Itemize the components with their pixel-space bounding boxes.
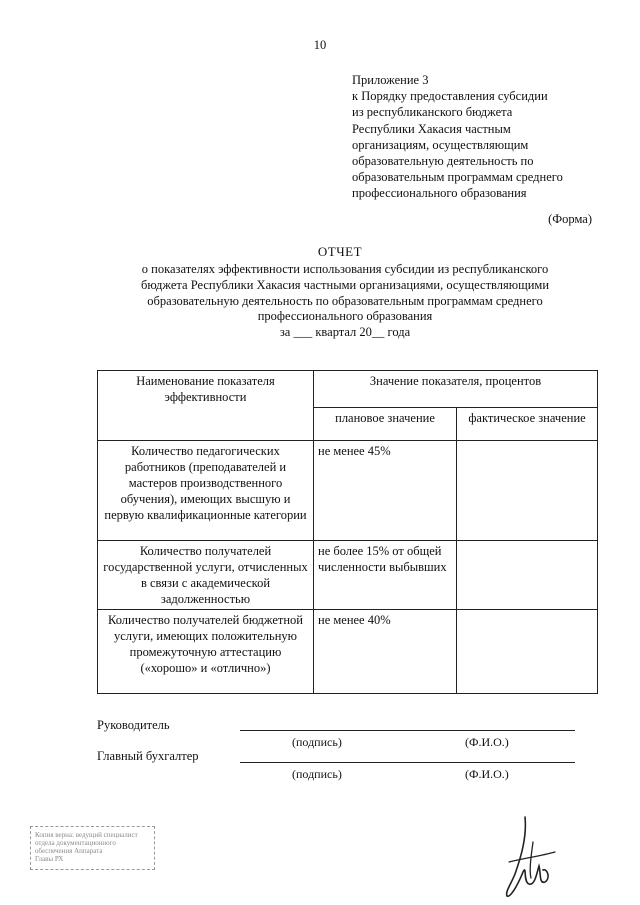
header-planned-value: плановое значение <box>314 408 457 441</box>
stamp-line: Копия верна: ведущий специалист <box>35 831 138 839</box>
indicator-name-cell: Количество педагогических работников (преподавателей и мастеров производственного обучения), имеющих высшую и первую квалификационные категории <box>98 441 314 541</box>
copy-stamp <box>30 826 155 870</box>
form-label: (Форма) <box>548 212 592 226</box>
appendix-line: организациям, осуществляющим <box>352 137 529 152</box>
head-signature-caption: (подпись) <box>292 735 342 749</box>
actual-value-cell <box>457 441 598 541</box>
accountant-label: Главный бухгалтер <box>97 749 199 763</box>
indicator-name-cell: Количество получателей бюджетной услуги, имеющих положительную промежуточную аттестацию («хорошо» и «отлично») <box>98 610 314 694</box>
actual-value-cell <box>457 610 598 694</box>
appendix-line: Приложение 3 <box>352 73 429 87</box>
head-signature-line <box>240 730 575 731</box>
report-period-line: за ___ квартал 20__ года <box>279 325 411 340</box>
planned-value-cell: не более 15% от общей численности выбывших <box>314 541 457 610</box>
actual-value-cell <box>457 541 598 610</box>
accountant-name-caption: (Ф.И.О.) <box>465 767 509 781</box>
report-subtitle-line: образовательную деятельность по образовательным программам среднего <box>147 293 543 308</box>
report-subtitle-line: бюджета Республики Хакасия частными организациями, осуществляющими <box>140 277 550 292</box>
report-subtitle-line: о показателях эффективности использования субсидии из республиканского <box>141 262 549 276</box>
report-title: ОТЧЕТ <box>317 244 363 259</box>
appendix-line: к Порядку предоставления субсидии <box>352 89 548 104</box>
report-subtitle-line: профессионального образования <box>257 309 433 324</box>
table-row <box>98 541 598 610</box>
indicator-name-cell: Количество получателей государственной услуги, отчисленных в связи с академической задолженностью <box>98 541 314 610</box>
header-indicator-value: Значение показателя, процентов <box>314 371 598 408</box>
appendix-line: образовательную деятельность по <box>352 154 534 169</box>
planned-value-cell: не менее 40% <box>314 610 457 694</box>
report-subtitle <box>90 262 600 341</box>
handwritten-signature <box>495 812 565 902</box>
header-indicator-name: Наименование показателя эффективности <box>98 371 314 441</box>
appendix-line: профессионального образования <box>352 186 527 201</box>
table-row <box>98 441 598 541</box>
planned-value-cell: не менее 45% <box>314 441 457 541</box>
appendix-line: образовательным программам среднего <box>352 170 563 185</box>
appendix-line: из республиканского бюджета <box>352 105 513 120</box>
table-row <box>98 610 598 694</box>
stamp-line: отдела документационного <box>35 839 116 847</box>
header-actual-value: фактическое значение <box>457 408 598 441</box>
indicators-table <box>97 370 598 694</box>
page-number: 10 <box>313 38 327 52</box>
appendix-line: Республики Хакасия частным <box>352 121 511 136</box>
head-name-caption: (Ф.И.О.) <box>465 735 509 749</box>
stamp-line: обеспечения Аппарата <box>35 847 103 855</box>
head-label: Руководитель <box>97 718 170 732</box>
appendix-note <box>352 72 622 202</box>
stamp-line: Главы РХ <box>35 855 64 863</box>
accountant-signature-line <box>240 762 575 763</box>
accountant-signature-caption: (подпись) <box>292 767 342 781</box>
